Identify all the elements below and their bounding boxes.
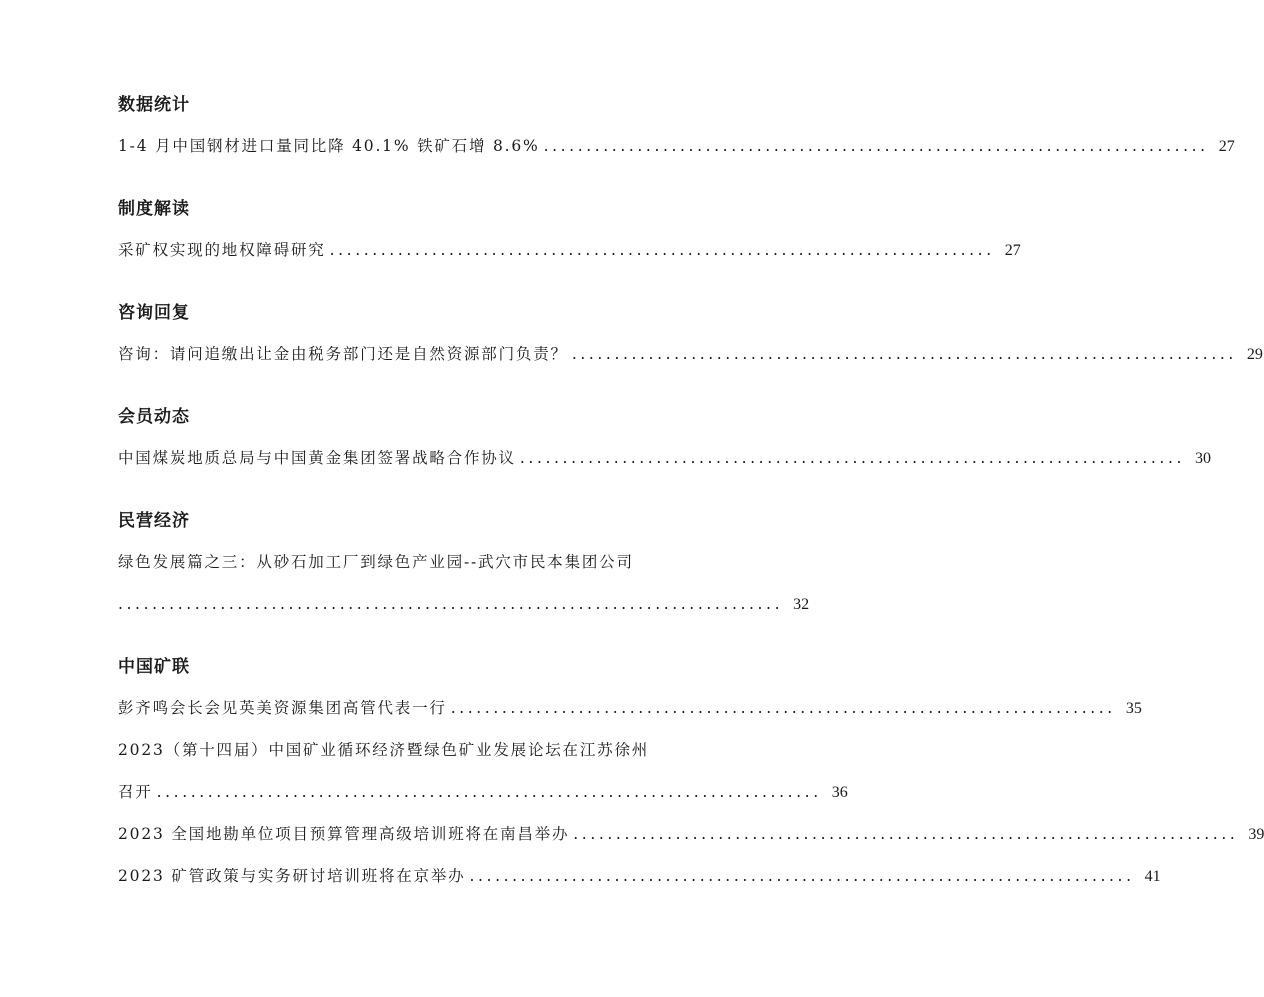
toc-entry-page: 27 bbox=[1218, 138, 1235, 155]
toc-entry[interactable] bbox=[118, 697, 1142, 719]
toc-entry-title: 咨询：请问追缴出让金由税务部门还是自然资源部门负责？ bbox=[118, 345, 568, 363]
leader-dots: .............................................................................. bbox=[118, 595, 784, 613]
toc-entry-title-line1[interactable]: 2023（第十四届）中国矿业循环经济暨绿色矿业发展论坛在江苏徐州 bbox=[118, 741, 650, 759]
toc-entry[interactable] bbox=[118, 865, 1161, 887]
leader-dots: .............................................................................. bbox=[156, 783, 822, 801]
toc-entry-title: 2023 矿管政策与实务研讨培训班将在京举办 bbox=[118, 867, 466, 885]
section-heading: 制度解读 bbox=[118, 199, 190, 219]
section-heading: 民营经济 bbox=[118, 511, 190, 531]
toc-entry-page: 32 bbox=[793, 596, 810, 613]
toc-entry[interactable] bbox=[118, 239, 1021, 261]
toc-entry-title-line2: 召开 bbox=[118, 783, 153, 801]
toc-entry-page: 36 bbox=[831, 784, 848, 801]
toc-entry[interactable] bbox=[118, 135, 1235, 157]
section-heading: 会员动态 bbox=[118, 407, 190, 427]
toc-entry-page: 29 bbox=[1246, 346, 1263, 363]
section-heading: 数据统计 bbox=[118, 95, 190, 115]
toc-entry-page: 27 bbox=[1004, 242, 1021, 259]
section-heading: 中国矿联 bbox=[118, 657, 190, 677]
toc-entry[interactable] bbox=[118, 781, 848, 803]
leader-dots: .............................................................................. bbox=[571, 345, 1237, 363]
leader-dots: .............................................................................. bbox=[469, 867, 1135, 885]
section-heading: 咨询回复 bbox=[118, 303, 190, 323]
toc-entry-title: 中国煤炭地质总局与中国黄金集团签署战略合作协议 bbox=[118, 449, 516, 467]
leader-dots: .............................................................................. bbox=[329, 241, 995, 259]
toc-entry-title-line1[interactable]: 绿色发展篇之三：从砂石加工厂到绿色产业园--武穴市民本集团公司 bbox=[118, 553, 634, 571]
toc-entry-title: 采矿权实现的地权障碍研究 bbox=[118, 241, 326, 259]
leader-dots: .............................................................................. bbox=[450, 699, 1116, 717]
toc-entry-title: 彭齐鸣会长会见英美资源集团高管代表一行 bbox=[118, 699, 447, 717]
leader-dots: .............................................................................. bbox=[519, 449, 1186, 467]
toc-entry[interactable] bbox=[118, 823, 1264, 845]
leader-dots: .............................................................................. bbox=[573, 825, 1239, 843]
toc-entry-page: 39 bbox=[1248, 826, 1264, 843]
toc-entry-page: 35 bbox=[1125, 700, 1142, 717]
toc-entry[interactable] bbox=[118, 593, 810, 615]
toc-entry[interactable] bbox=[118, 343, 1263, 365]
toc-entry[interactable] bbox=[118, 447, 1212, 469]
leader-dots: .............................................................................. bbox=[543, 137, 1209, 155]
toc-entry-title: 2023 全国地勘单位项目预算管理高级培训班将在南昌举办 bbox=[118, 825, 570, 843]
toc-entry-page: 30 bbox=[1195, 450, 1212, 467]
toc-entry-title: 1-4 月中国钢材进口量同比降 40.1% 铁矿石增 8.6% bbox=[118, 137, 540, 155]
toc-entry-page: 41 bbox=[1144, 868, 1161, 885]
